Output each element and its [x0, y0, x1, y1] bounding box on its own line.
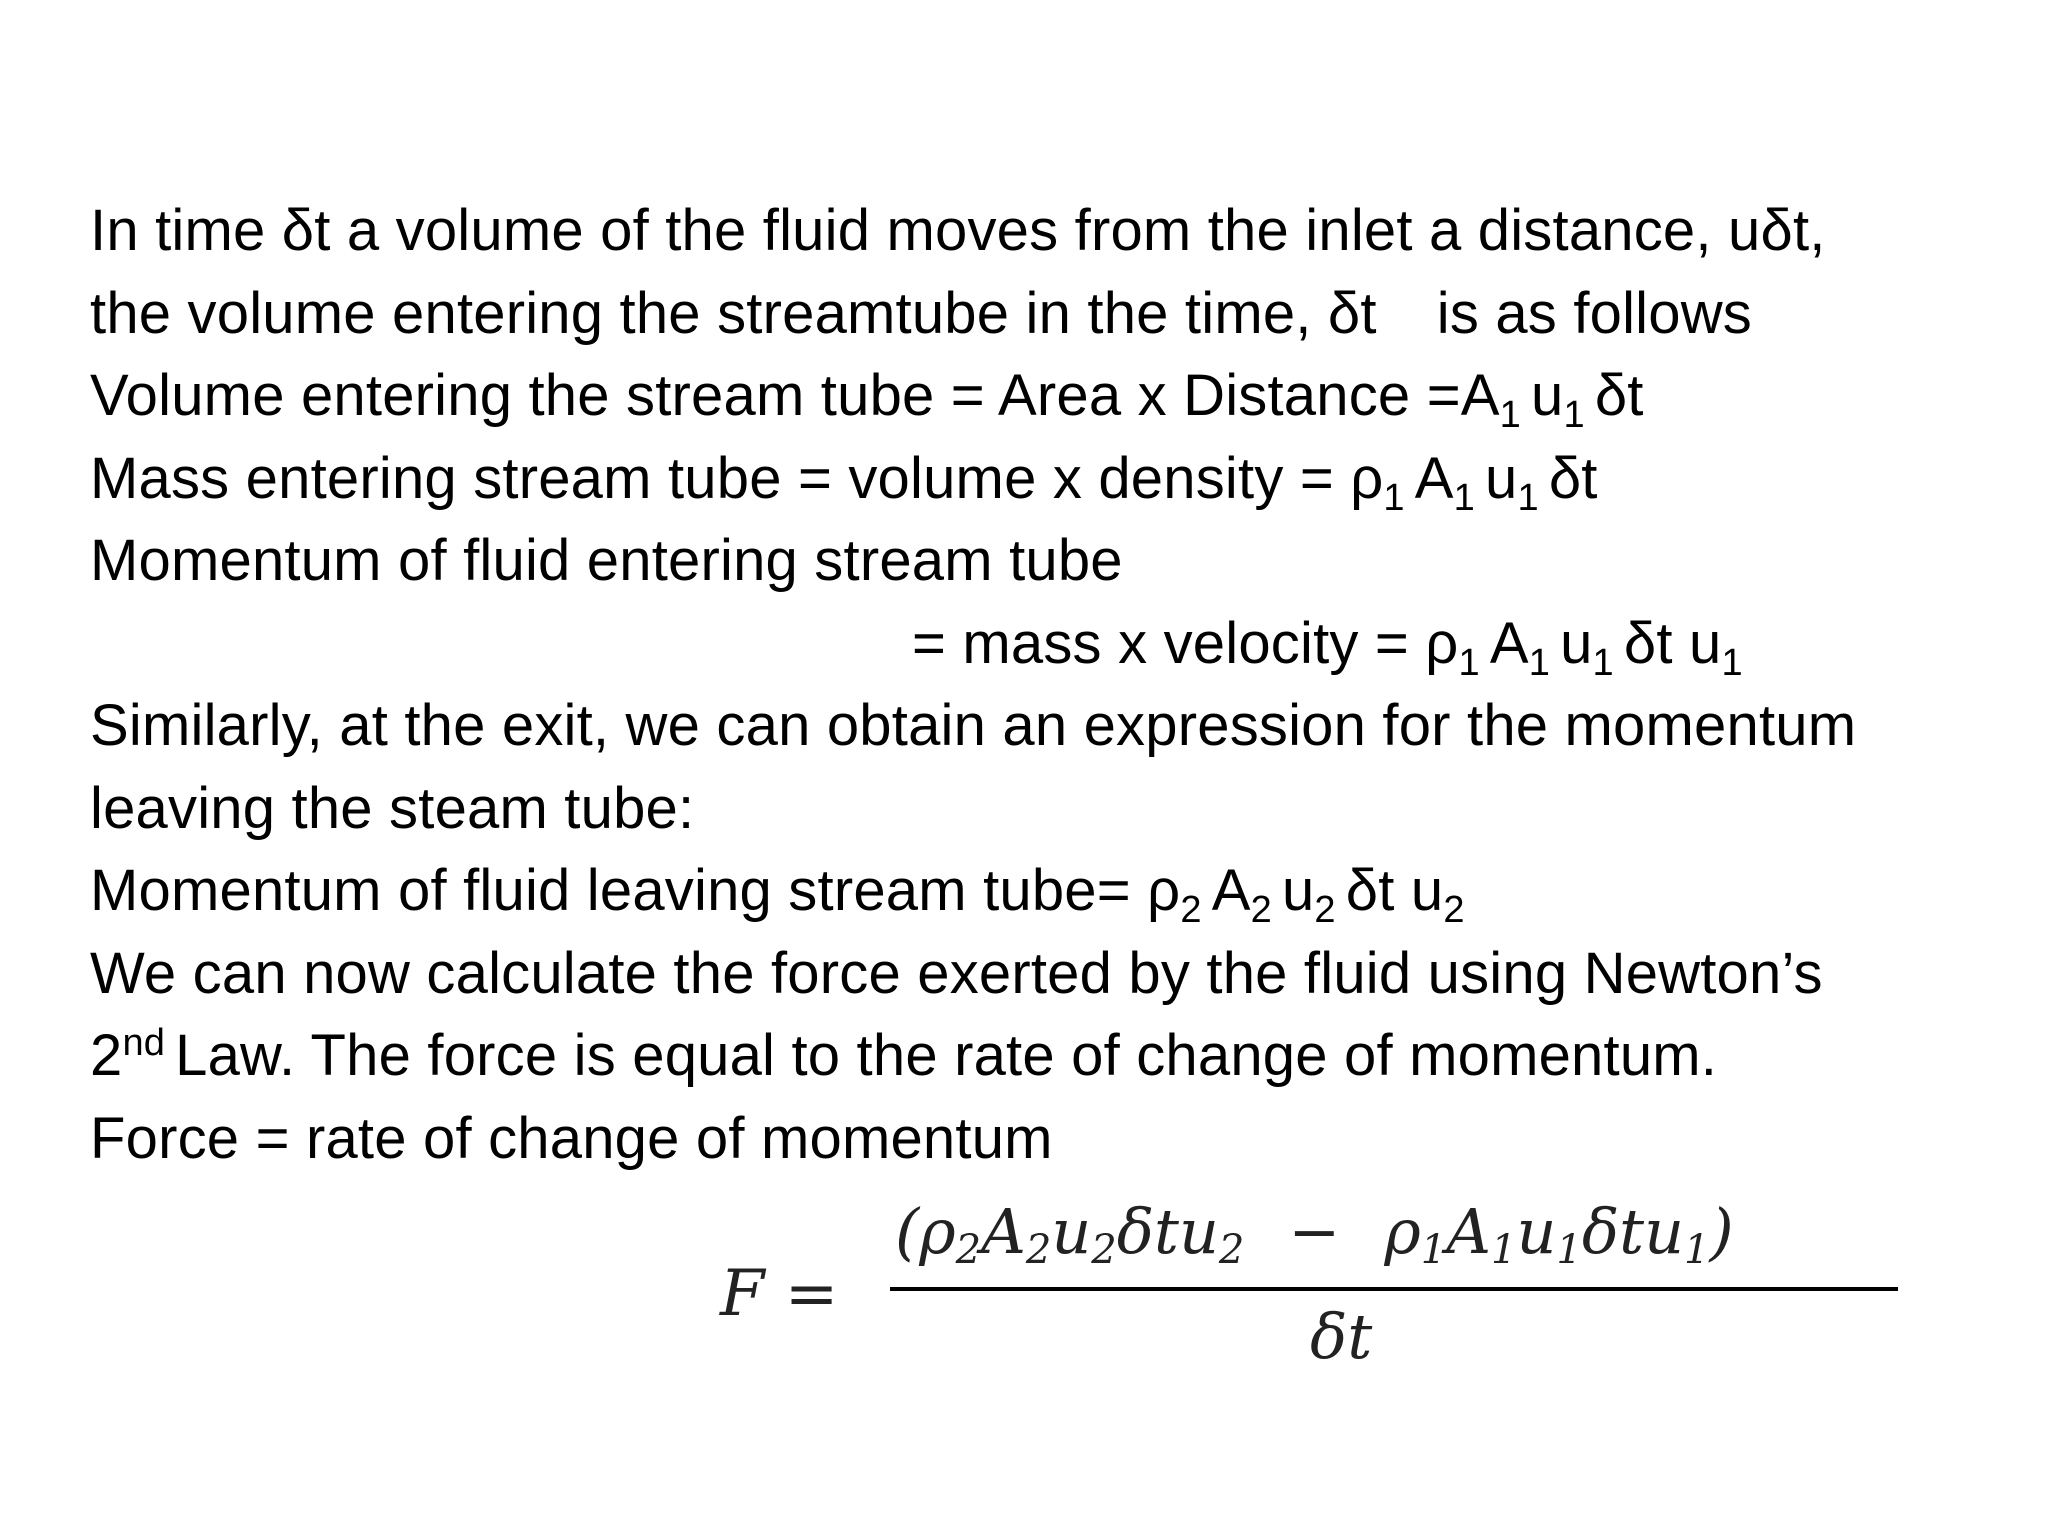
- formula-denominator: δt: [1310, 1300, 1373, 1373]
- symbol: A: [1211, 858, 1251, 923]
- line-text: leaving the steam tube:: [90, 775, 695, 841]
- symbol: u: [1531, 363, 1564, 428]
- symbol: u: [1281, 858, 1315, 923]
- slide-body-text: [90, 190, 2030, 1180]
- text-line-9: [90, 850, 2030, 933]
- text-line-12: [90, 1098, 2030, 1181]
- subscript: 1: [1721, 641, 1743, 684]
- line-text-rest: Law. The force is equal to the rate of change of momentum.: [175, 1023, 1718, 1088]
- subscript: 1: [1528, 641, 1551, 684]
- rho-symbol: ρ: [1384, 1195, 1421, 1268]
- line-text: Momentum of fluid leaving stream tube= ρ: [90, 858, 1181, 923]
- area-symbol: A: [1446, 1195, 1492, 1268]
- rho-symbol: ρ: [919, 1195, 956, 1268]
- symbol: δt u: [1623, 610, 1722, 676]
- text-line-2: [90, 273, 2030, 356]
- symbol: A: [1489, 610, 1529, 676]
- subscript: 1: [1556, 1227, 1582, 1273]
- text-line-10: [90, 933, 2030, 1016]
- formula-numerator: [895, 1195, 1895, 1273]
- subscript: 1: [1563, 394, 1585, 436]
- text-line-6: [90, 603, 2030, 686]
- subscript: 2: [1250, 889, 1272, 931]
- minus-sign: −: [1288, 1195, 1341, 1268]
- symbol: u: [1485, 445, 1518, 511]
- subscript: 1: [1420, 1227, 1447, 1273]
- line-text: Volume entering the stream tube = Area x Distance =A: [90, 363, 1500, 428]
- line-text-tail: is as follows: [1436, 280, 1753, 346]
- subscript: 1: [1453, 476, 1475, 519]
- text-line-5: [90, 520, 2030, 603]
- symbol: δt u: [1345, 858, 1444, 923]
- symbol: A: [1414, 445, 1454, 511]
- subscript: 2: [1180, 889, 1202, 931]
- line-text: Force = rate of change of momentum: [90, 1105, 1053, 1171]
- symbol: δt: [1594, 363, 1644, 428]
- velocity-symbol: u: [1516, 1195, 1557, 1268]
- subscript: 1: [1491, 1227, 1517, 1273]
- subscript: 1: [1592, 641, 1614, 684]
- symbol: u: [1560, 610, 1593, 676]
- subscript: 1: [1517, 476, 1539, 519]
- subscript: 2: [1025, 1227, 1052, 1273]
- force-formula: [710, 1195, 1910, 1395]
- subscript: 1: [1684, 1227, 1710, 1273]
- line-text: Similarly, at the exit, we can obtain an expression for the momentum: [90, 693, 1857, 758]
- text-line-4: [90, 438, 2030, 521]
- area-symbol: A: [981, 1195, 1026, 1268]
- text-line-7: [90, 685, 2030, 768]
- line-text: 2: [90, 1023, 123, 1088]
- delta-t-u-symbol: δtu: [1116, 1195, 1219, 1268]
- formula-lhs: F =: [720, 1257, 839, 1331]
- open-paren: (: [895, 1195, 920, 1268]
- subscript: 1: [1458, 641, 1480, 684]
- subscript: 2: [1091, 1227, 1117, 1273]
- subscript: 2: [1218, 1227, 1245, 1273]
- text-line-8: [90, 768, 2030, 851]
- superscript: nd: [122, 1022, 166, 1064]
- text-line-1: [90, 190, 2030, 273]
- delta-t-u-symbol: δtu: [1581, 1195, 1685, 1268]
- close-paren: ): [1709, 1195, 1734, 1268]
- line-text: the volume entering the streamtube in the time, δt: [90, 280, 1377, 346]
- text-line-11: [90, 1015, 2030, 1098]
- velocity-symbol: u: [1051, 1195, 1092, 1268]
- line-text: = mass x velocity = ρ: [912, 610, 1459, 676]
- subscript: 2: [1443, 889, 1465, 931]
- symbol: δt: [1548, 445, 1598, 511]
- line-text: In time δt a volume of the fluid moves from the inlet a distance, uδt,: [90, 198, 1826, 263]
- line-text: Momentum of fluid entering stream tube: [90, 528, 1123, 593]
- line-text: Mass entering stream tube = volume x density = ρ: [90, 445, 1384, 511]
- line-text: We can now calculate the force exerted by the fluid using Newton’s: [90, 940, 1823, 1006]
- subscript: 1: [1499, 394, 1521, 436]
- subscript: 2: [955, 1227, 982, 1273]
- text-line-3: [90, 355, 2030, 438]
- subscript: 1: [1383, 476, 1405, 519]
- subscript: 2: [1314, 889, 1336, 931]
- fraction-bar: [890, 1287, 1898, 1291]
